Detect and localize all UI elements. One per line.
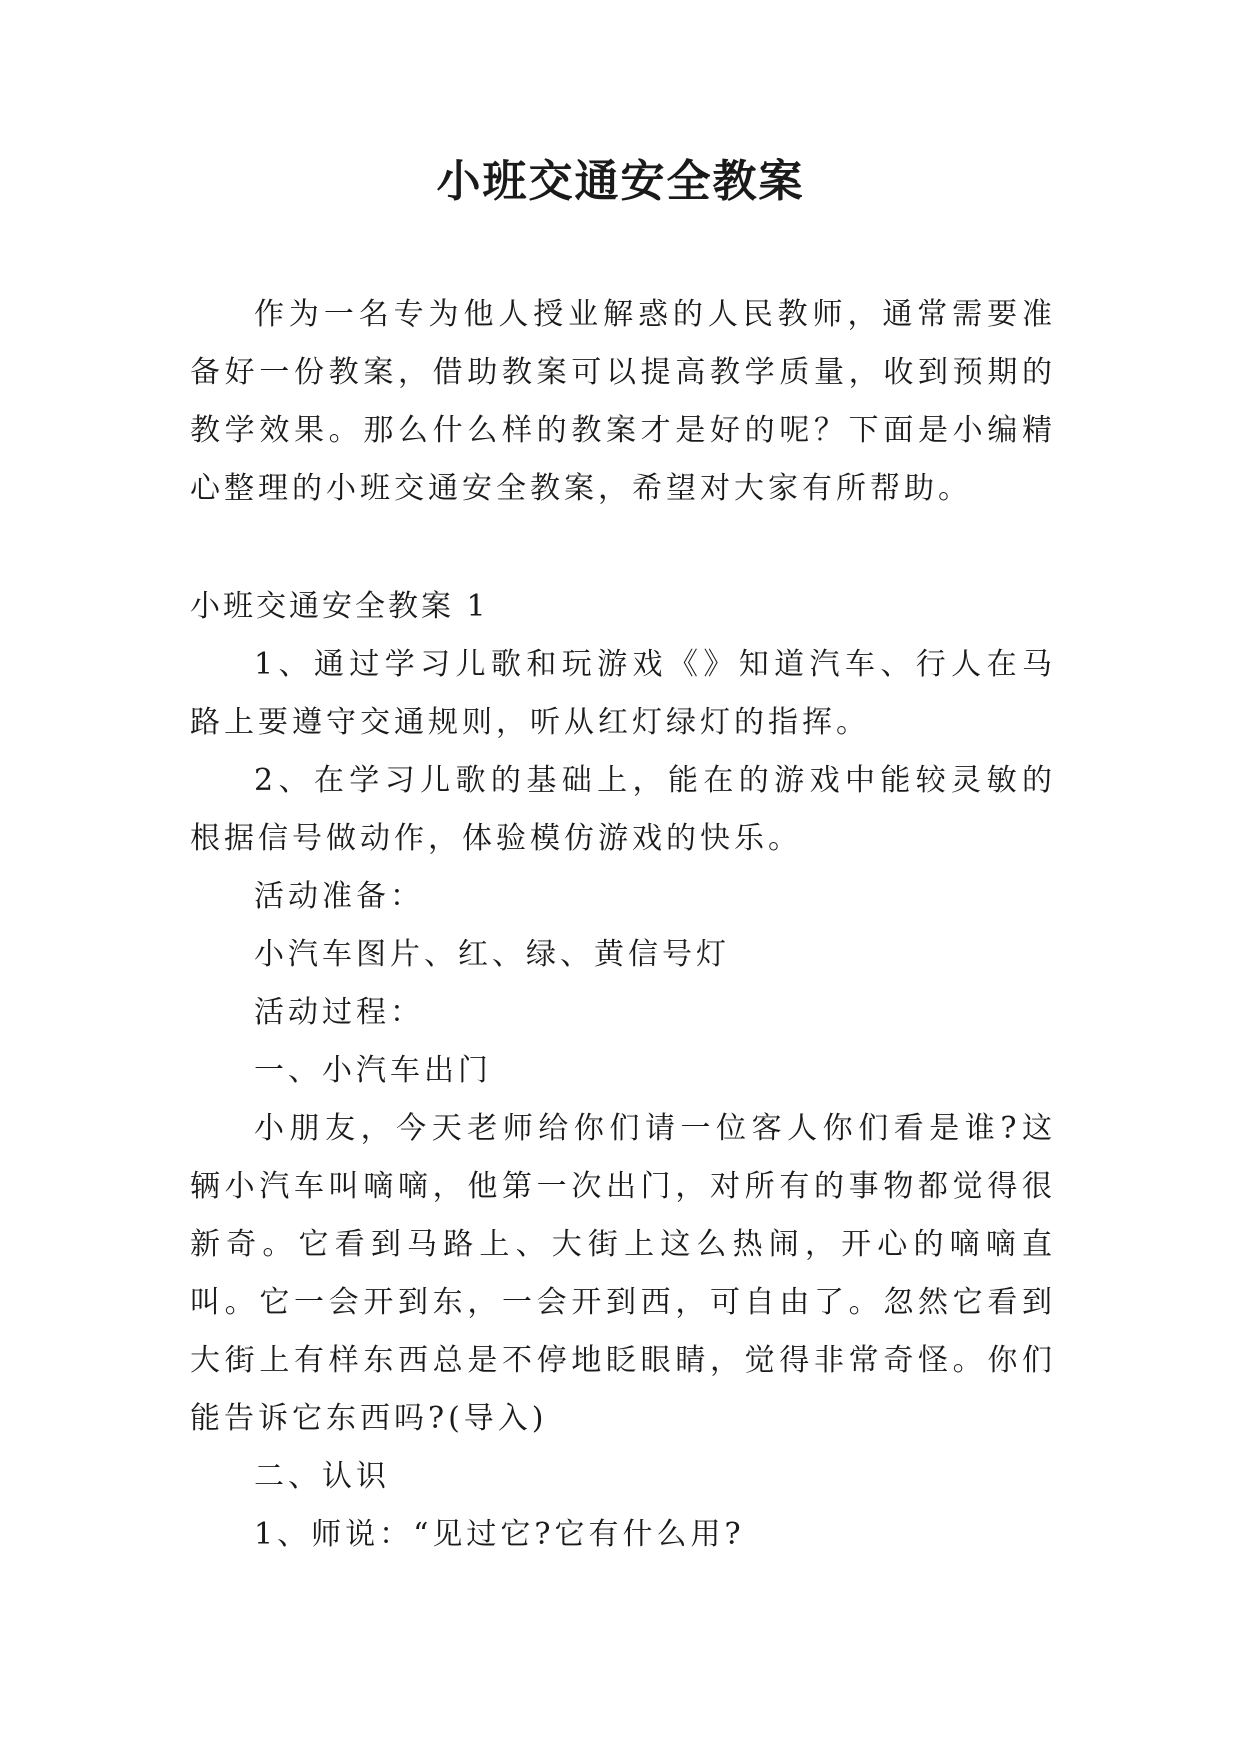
step-1-heading: 一、小汽车出门: [254, 1053, 492, 1088]
document-body: [190, 286, 1056, 1564]
preparation-items: 小汽车图片、红、绿、黄信号灯: [254, 937, 730, 972]
intro-paragraph: 作为一名专为他人授业解惑的人民教师，通常需要准备好一份教案，借助教案可以提高教学质量，收到预期的教学效果。那么什么样的教案才是好的呢？下面是小编精心整理的小班交通安全教案，希望对大家有所帮助。: [190, 297, 1056, 506]
step-1-story: 小朋友，今天老师给你们请一位客人你们看是谁?这辆小汽车叫嘀嘀，他第一次出门，对所有的事物都觉得很新奇。它看到马路上、大街上这么热闹，开心的嘀嘀直叫。它一会开到东，一会开到西，可自由了。忽然它看到大街上有样东西总是不停地眨眼睛，觉得非常奇怪。你们能告诉它东西吗?(导入): [190, 1111, 1056, 1436]
objective-2: 2、在学习儿歌的基础上，能在的游戏中能较灵敏的根据信号做动作，体验模仿游戏的快乐。: [190, 763, 1056, 856]
objective-1: 1、通过学习儿歌和玩游戏《》知道汽车、行人在马路上要遵守交通规则，听从红灯绿灯的指挥。: [190, 647, 1056, 740]
process-label: 活动过程：: [254, 995, 424, 1030]
document-title: 小班交通安全教案: [436, 156, 805, 207]
section-heading: 小班交通安全教案 1: [190, 589, 489, 624]
preparation-label: 活动准备：: [254, 879, 424, 914]
step-2-question: 1、师说：“见过它?它有什么用?: [254, 1517, 745, 1552]
step-2-heading: 二、认识: [254, 1459, 390, 1494]
